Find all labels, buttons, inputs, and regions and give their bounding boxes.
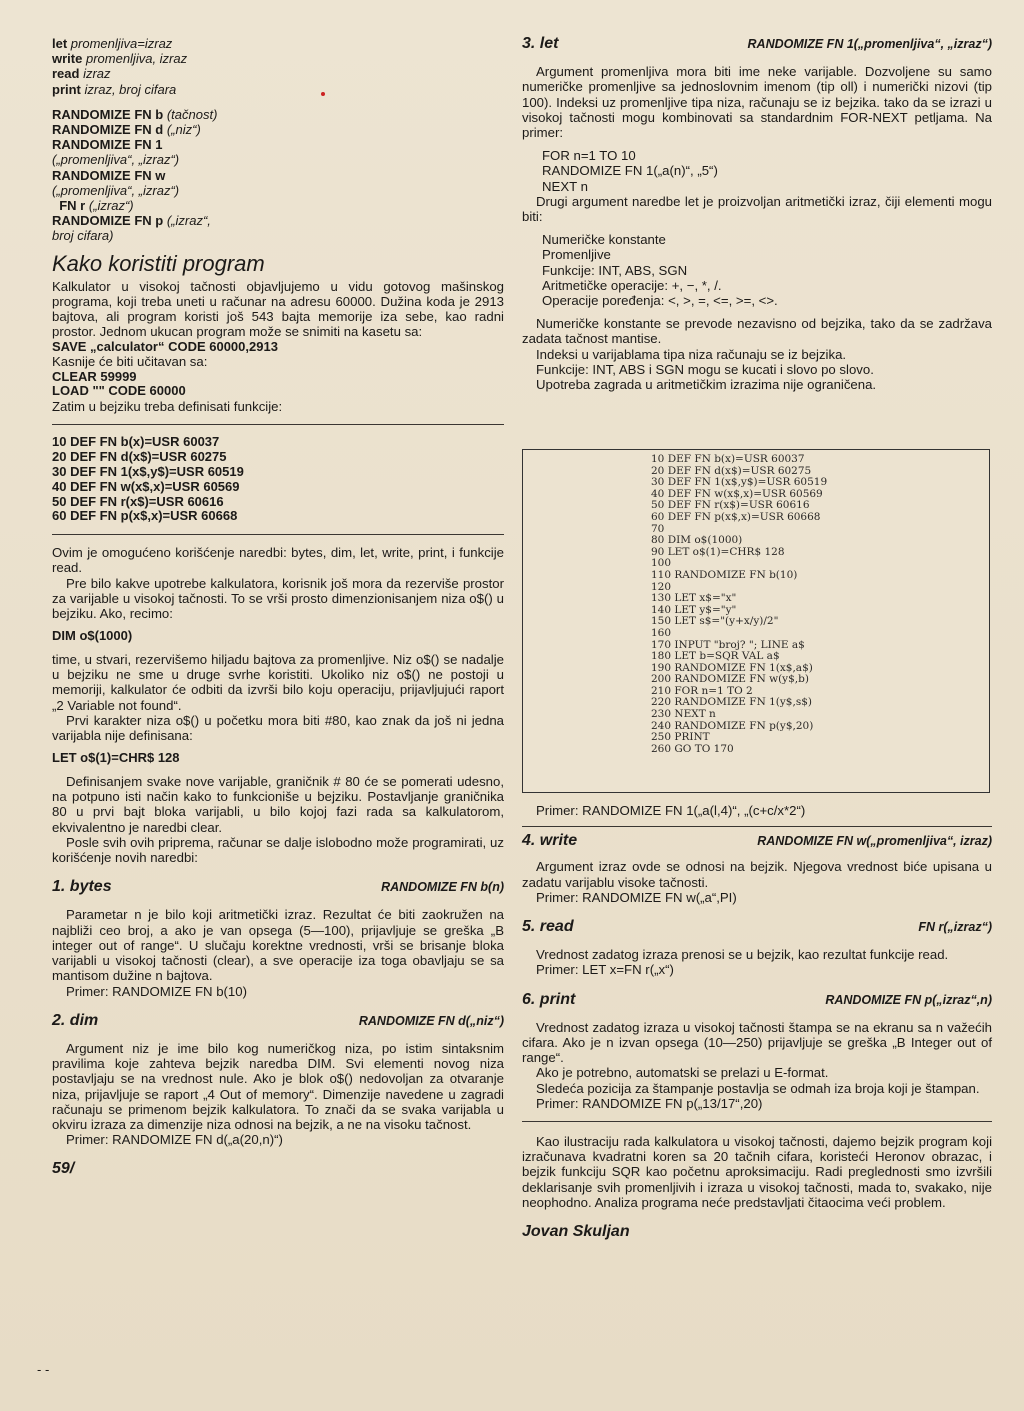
- load-command: LOAD "" CODE 60000: [52, 383, 186, 399]
- list-item: Promenljive: [542, 247, 611, 263]
- paragraph: time, u stvari, rezervišemo hiljadu bajtova za promenljive. Niz o$() se nadalje u bejziku ne sme u druge svrhe koristiti. Ukoliko niz o$() ne postoji u memoriji, kalkulator će odbiti da izvrši bilo koju operaciju, prijavljujući raport „2 Variable not found“.: [52, 652, 504, 713]
- section-title: 6. print: [522, 990, 576, 1008]
- section-title: 5. read: [522, 918, 574, 936]
- paragraph: Argument promenljiva mora biti ime neke varijable. Dozvoljene su samo numeričke promenljive sa jednoslovnim imenom (tip oll) i numerički nizovi (tip 100). Indeksi uz promenljive tipa niza, računaju se iz bejzika. tako da se izrazi u visokoj tačnosti mogu kombinovati sa standardnim FOR-NEXT petljama. Na primer:: [522, 64, 992, 141]
- listing-line: 170 INPUT "broj? "; LINE a$: [651, 638, 805, 651]
- listing-line: 50 DEF FN r(x$)=USR 60616: [651, 499, 810, 512]
- paragraph: Pre bilo kakve upotrebe kalkulatora, korisnik još mora da rezerviše prostor za varijable u visokoj tačnosti. To se vrši prosto dimenzionisanjem niza o$() u bejziku. Ako, recimo:: [52, 575, 504, 622]
- divider: [52, 424, 504, 425]
- closing-paragraph: Kao ilustraciju rada kalkulatora u visokoj tačnosti, dajemo bejzik program koji izračunava kvadratni koren sa 20 tačnih cifara, koristeći Heronov obrazac, i bejzik funkciju SQR kao početnu aproksimaciju. Radi preglednosti smo izvršili deklarisanje svih promenljivih i izraza u visokoj tačnosti, mada to, svakako, nije neophodno. Analiza programa neće predstavljati čitaocima veći problem.: [522, 1134, 992, 1210]
- section-print-header: [522, 992, 992, 1008]
- listing-line: 130 LET x$="x": [651, 592, 737, 605]
- section-title: 3. let: [522, 35, 559, 52]
- divider: [522, 826, 992, 827]
- def-text: Zatim u bejziku treba definisati funkcije:: [52, 399, 283, 415]
- list-item: Aritmetičke operacije: +, −, *, /.: [542, 277, 722, 293]
- let-command: LET o$(1)=CHR$ 128: [52, 750, 180, 766]
- listing-line: 110 RANDOMIZE FN b(10): [651, 568, 798, 581]
- def-line: 60 DEF FN p(x$,x)=USR 60668: [52, 508, 238, 524]
- paragraph: Drugi argument naredbe let je proizvoljan aritmetički izraz, čiji elementi mogu biti:: [522, 193, 992, 225]
- listing-line: 160: [651, 626, 672, 639]
- paragraph: Parametar n je bilo koji aritmetički izraz. Rezultat će biti zaokružen na najbliži ceo broj, a ako je van opsega (5—100), prijavljuje se greška „B integer out of range“. U slučaju korektne vrednosti, vrši se brisanje bloka varijabli u visokoj tačnosti (clear), a sve operacije iza toga obavljaju se sa mantisom dužine n bajtova.: [52, 907, 504, 984]
- listing-line: 260 GO TO 170: [651, 742, 734, 755]
- listing-line: 20 DEF FN d(x$)=USR 60275: [651, 464, 812, 477]
- section-write-header: [522, 833, 992, 849]
- def-line: 50 DEF FN r(x$)=USR 60616: [52, 493, 224, 509]
- paragraph: Definisanjem svake nove varijable, graničnik # 80 će se pomerati udesno, na potpuno isti način kako to funkcioniše u bejziku. Postavljanje graničnika 80 u prvi bajt bloka varijabli, u bilo kojoj fazi rada sa kalkulatorom, ekvivalentno je naredbi clear.: [52, 774, 504, 835]
- def-line: 30 DEF FN 1(x$,y$)=USR 60519: [52, 464, 244, 480]
- margin-mark: - -: [37, 1362, 50, 1377]
- paragraph: Prvi karakter niza o$() u početku mora biti #80, kao znak da još ni jedna varijabla nije definisana:: [52, 712, 504, 744]
- listing-line: 150 LET s$="(y+x/y)/2": [651, 615, 779, 628]
- list-item: Numeričke konstante: [542, 232, 666, 248]
- listing-line: 220 RANDOMIZE FN 1(y$,s$): [651, 696, 812, 709]
- listing-line: 210 FOR n=1 TO 2: [651, 684, 753, 697]
- section-syntax: RANDOMIZE FN p(„izraz“,n): [825, 992, 992, 1007]
- example: Primer: RANDOMIZE FN b(10): [66, 983, 247, 999]
- example: Primer: RANDOMIZE FN p(„13/17“,20): [536, 1095, 763, 1111]
- listing-line: 230 NEXT n: [651, 708, 716, 721]
- listing-line: 30 DEF FN 1(x$,y$)=USR 60519: [651, 476, 828, 489]
- list-item: Operacije poređenja: <, >, =, <=, >=, <>.: [542, 293, 778, 309]
- right-column-lower: [522, 803, 992, 1239]
- paragraph: Sledeća pozicija za štampanje postavlja se odmah iza broja koji je štampan.: [536, 1080, 980, 1096]
- listing-line: 200 RANDOMIZE FN w(y$,b): [651, 673, 809, 686]
- right-column: [522, 36, 992, 392]
- program-listing: [522, 449, 990, 793]
- example: Primer: RANDOMIZE FN 1(„a(l,4)“, „(c+c/x*2“): [536, 803, 806, 818]
- listing-line: 140 LET y$="y": [651, 603, 737, 616]
- listing-line: 250 PRINT: [651, 731, 710, 744]
- paragraph: Vrednost zadatog izraza u visokoj tačnosti štampa se na ekranu sa n važećih cifara. Ako je n izvan opsega (10—250) prijavljuje se greška „B Integer out of range“.: [522, 1019, 992, 1066]
- listing-line: 240 RANDOMIZE FN p(y$,20): [651, 719, 814, 732]
- example: Primer: RANDOMIZE FN w(„a“,PI): [536, 889, 737, 905]
- section-let-header: [522, 36, 992, 52]
- section-title: 4. write: [522, 832, 578, 850]
- listing-line: 90 LET o$(1)=CHR$ 128: [651, 545, 785, 558]
- listing-line: 10 DEF FN b(x)=USR 60037: [651, 453, 805, 465]
- author-signature: Jovan Skuljan: [522, 1223, 630, 1241]
- paragraph: Indeksi u varijablama tipa niza računaju se iz bejzika.: [536, 346, 847, 362]
- code-line: FOR n=1 TO 10: [542, 148, 636, 164]
- section-bytes-header: [52, 879, 504, 895]
- example: Primer: LET x=FN r(„x“): [536, 962, 674, 978]
- listing-line: 40 DEF FN w(x$,x)=USR 60569: [651, 487, 823, 500]
- paragraph: Posle svih ovih priprema, računar se dalje islobodno može programirati, uz korišćenje novih naredbi:: [52, 834, 504, 866]
- def-line: 10 DEF FN b(x)=USR 60037: [52, 434, 220, 450]
- save-command: SAVE „calculator“ CODE 60000,2913: [52, 338, 278, 354]
- loop-example: [542, 148, 992, 194]
- page-number: 59/: [52, 1160, 75, 1178]
- listing-line: 70: [651, 522, 665, 535]
- left-column: [52, 36, 504, 1177]
- listing-line: 180 LET b=SQR VAL a$: [651, 650, 780, 663]
- dim-command: DIM o$(1000): [52, 628, 133, 644]
- command-syntax-list: let promenljiva=izraz write promenljiva, izraz read izraz print izraz, broj cifara RANDOMIZE FN b (tačnost) RANDOMIZE FN d („niz“) RANDOMIZE FN 1 („promenljiva“, „izraz“) RANDOMIZE FN w („promenljiva“, „izraz“) FN r („izraz“) RANDOMIZE FN p („izraz“, broj cifara): [52, 36, 218, 244]
- paragraph: Ovim je omogućeno korišćenje naredbi: bytes, dim, let, write, print, i funkcije read.: [52, 545, 504, 576]
- code-line: NEXT n: [542, 178, 588, 194]
- code-line: RANDOMIZE FN 1(„a(n)“, „5“): [542, 163, 718, 179]
- paragraph: Upotreba zagrada u aritmetičkim izrazima nije ograničena.: [536, 377, 877, 393]
- listing-line: 120: [651, 580, 672, 593]
- section-syntax: RANDOMIZE FN b(n): [381, 880, 504, 895]
- def-line: 20 DEF FN d(x$)=USR 60275: [52, 449, 227, 465]
- load-text: Kasnije će biti učitavan sa:: [52, 354, 208, 370]
- section-read-header: [522, 919, 992, 935]
- paragraph: Numeričke konstante se prevode nezavisno od bejzika, tako da se zadržava zadata tačnost mantise.: [522, 316, 992, 347]
- clear-command: CLEAR 59999: [52, 368, 137, 384]
- section-syntax: FN r(„izraz“): [918, 920, 992, 935]
- paragraph: Argument izraz ovde se odnosi na bejzik. Njegova vrednost biće upisana u zadatu varijablu visoke tačnosti.: [522, 859, 992, 890]
- listing-line: 190 RANDOMIZE FN 1(x$,a$): [651, 661, 813, 674]
- example: Primer: RANDOMIZE FN d(„a(20,n)“): [66, 1132, 283, 1148]
- list-item: Funkcije: INT, ABS, SGN: [542, 262, 688, 278]
- def-line: 40 DEF FN w(x$,x)=USR 60569: [52, 478, 240, 494]
- section-title: 1. bytes: [52, 878, 112, 896]
- divider: [522, 1121, 992, 1122]
- section-heading: Kako koristiti program: [52, 250, 265, 276]
- section-syntax: RANDOMIZE FN w(„promenljiva“, izraz): [757, 834, 992, 849]
- divider: [52, 534, 504, 535]
- paragraph: Funkcije: INT, ABS i SGN mogu se kucati i slovo po slovo.: [536, 361, 874, 377]
- section-syntax: RANDOMIZE FN d(„niz“): [358, 1013, 504, 1028]
- listing-line: 80 DIM o$(1000): [651, 534, 743, 547]
- intro-paragraph: Kalkulator u visokoj tačnosti objavljujemo u vidu gotovog mašinskog programa, koji treba uneti u računar na adresu 60000. Dužina koda je 2913 bajtova, ali program koristi još 543 bajta memorije iza sebe, kao radni prostor. Jednom ukucan program može se snimiti na kasetu sa:: [52, 278, 504, 340]
- section-title: 2. dim: [52, 1011, 99, 1029]
- paragraph: Vrednost zadatog izraza prenosi se u bejzik, kao rezultat funkcije read.: [536, 947, 949, 963]
- paragraph: Ako je potrebno, automatski se prelazi u E-format.: [536, 1065, 829, 1081]
- paragraph: Argument niz je ime bilo kog numeričkog niza, po istim sintaksnim pravilima koje zahteva bejzik naredba DIM. Svi elementi novog niza postavljaju se na vrednost nule. Ako je blok o$() nedovoljan za otvaranje niza, prijavljuje se raport „4 Out of memory“. Dimenzije navedene u zagradi računaju se primenom bejzik kalkulatora. To znači da se svaka varijabla u okviru izraza za dimenzije niza odnosi na bejzik, a ne na visoku tačnost.: [52, 1040, 504, 1132]
- element-list: [542, 232, 992, 308]
- section-syntax: RANDOMIZE FN 1(„promenljiva“, „izraz“): [747, 37, 992, 51]
- section-dim-header: [52, 1013, 504, 1029]
- listing-line: 100: [651, 557, 672, 570]
- listing-line: 60 DEF FN p(x$,x)=USR 60668: [651, 510, 821, 523]
